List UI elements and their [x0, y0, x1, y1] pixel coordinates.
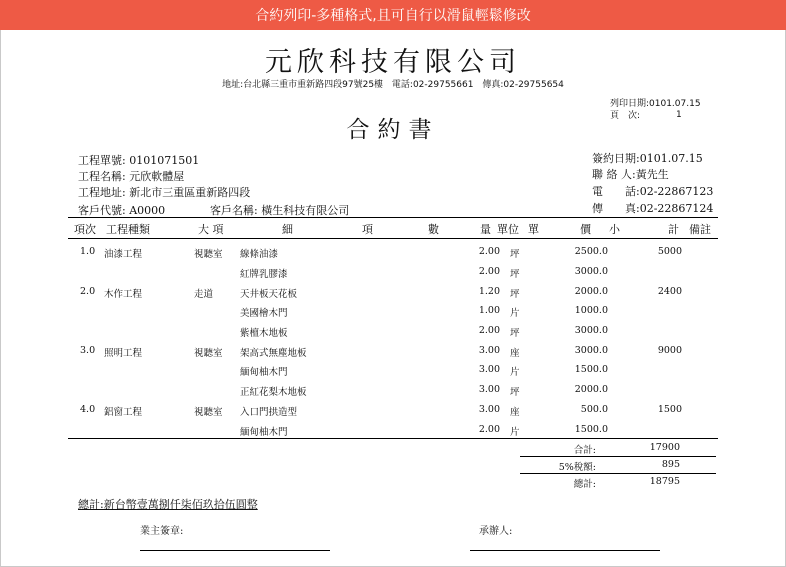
- row-3-price: 2000.0: [574, 286, 608, 297]
- owner-signature-line: [140, 550, 330, 551]
- row-4-price: 1000.0: [574, 305, 608, 316]
- header-subtotal-2: 計: [668, 223, 679, 236]
- header-qty-2: 量: [480, 223, 491, 236]
- total-value: 18795: [649, 476, 680, 487]
- row-5-price: 3000.0: [574, 325, 608, 336]
- row-1-qty: 2.00: [478, 246, 500, 257]
- row-4-detail: 美國檜木門: [240, 308, 288, 319]
- subtotal-value: 17900: [649, 442, 680, 453]
- tax-label: 5%稅額:: [558, 462, 596, 473]
- row-2-detail: 紅牌乳膠漆: [240, 269, 288, 280]
- tax-rule: [520, 473, 716, 474]
- row-10-unit: 片: [510, 427, 520, 438]
- header-price-2: 價: [580, 223, 591, 236]
- handler-signature-label: 承辦人:: [479, 526, 513, 537]
- page-label: 頁 次:: [610, 111, 641, 121]
- row-1-room: 視聽室: [194, 249, 223, 260]
- header-detail-1: 細: [282, 223, 293, 236]
- row-5-unit: 坪: [510, 328, 520, 339]
- page-number: 1: [676, 110, 682, 120]
- header-remark: 備註: [689, 223, 711, 236]
- company-name: 元欣科技有限公司: [265, 47, 521, 78]
- contact-person: 聯 絡 人:黃先生: [592, 168, 669, 181]
- row-9-detail: 入口門拱造型: [240, 407, 298, 418]
- row-1-price: 2500.0: [574, 246, 608, 257]
- row-5-detail: 紫檀木地板: [240, 328, 288, 339]
- header-qty-1: 數: [428, 223, 439, 236]
- header-subtotal-1: 小: [609, 223, 620, 236]
- row-7-detail: 緬甸柚木門: [240, 367, 288, 378]
- row-10-qty: 2.00: [478, 424, 500, 435]
- row-9-category: 鋁窗工程: [104, 407, 143, 418]
- row-1-subtotal: 5000: [657, 246, 682, 257]
- handler-signature-line: [470, 550, 660, 551]
- company-contact-line: [0, 77, 786, 90]
- header-category: 工程種類: [106, 223, 150, 236]
- row-9-unit: 座: [510, 407, 520, 418]
- row-6-unit: 座: [510, 348, 520, 359]
- row-2-unit: 坪: [510, 269, 520, 280]
- subtotal-label: 合計:: [573, 445, 596, 456]
- row-2-price: 3000.0: [574, 266, 608, 277]
- row-4-unit: 片: [510, 308, 520, 319]
- header-top-rule: [68, 217, 718, 218]
- row-3-unit: 坪: [510, 289, 520, 300]
- row-3-room: 走道: [194, 289, 214, 300]
- row-9-price: 500.0: [580, 404, 608, 415]
- row-7-qty: 3.00: [478, 364, 500, 375]
- total-label: 總計:: [573, 479, 596, 490]
- contact-phone: 電 話:02-22867123: [592, 185, 714, 198]
- row-6-detail: 架高式無塵地板: [240, 348, 307, 359]
- row-9-subtotal: 1500: [657, 404, 682, 415]
- row-9-qty: 3.00: [478, 404, 500, 415]
- row-1-unit: 坪: [510, 249, 520, 260]
- row-6-subtotal: 9000: [657, 345, 682, 356]
- header-item-no: 項次: [74, 223, 96, 236]
- row-3-category: 木作工程: [104, 289, 143, 300]
- row-3-subtotal: 2400: [657, 286, 682, 297]
- company-address: 地址:台北縣三重市重新路四段97號25樓: [222, 80, 384, 90]
- sign-date: 簽約日期:0101.07.15: [592, 152, 703, 165]
- grand-total-in-words: 總計:新台幣壹萬捌仟柒佰玖拾伍圓整: [78, 498, 258, 511]
- row-1-no: 1.0: [80, 246, 96, 257]
- banner-title: 合約列印-多種格式,且可自行以滑鼠輕鬆修改: [0, 0, 786, 30]
- row-3-detail: 天井板天花板: [240, 289, 298, 300]
- row-6-room: 視聽室: [194, 348, 223, 359]
- row-3-no: 2.0: [80, 286, 96, 297]
- row-8-price: 2000.0: [574, 384, 608, 395]
- row-6-no: 3.0: [80, 345, 96, 356]
- document-title: 合約書: [346, 117, 440, 143]
- row-8-detail: 正紅花梨木地板: [240, 387, 307, 398]
- print-date: 列印日期:0101.07.15: [610, 99, 701, 109]
- project-address: 工程地址: 新北市三重區重新路四段: [78, 186, 251, 199]
- contact-fax: 傳 真:02-22867124: [592, 202, 714, 215]
- project-name: 工程名稱: 元欣軟體屋: [78, 170, 185, 183]
- row-9-room: 視聽室: [194, 407, 223, 418]
- row-6-qty: 3.00: [478, 345, 500, 356]
- row-10-price: 1500.0: [574, 424, 608, 435]
- tax-value: 895: [661, 459, 680, 470]
- row-7-price: 1500.0: [574, 364, 608, 375]
- row-10-detail: 緬甸柚木門: [240, 427, 288, 438]
- header-bottom-rule: [68, 238, 718, 239]
- row-1-category: 油漆工程: [104, 249, 143, 260]
- customer-name: 客戶名稱: 橫生科技有限公司: [210, 204, 350, 217]
- header-detail-2: 項: [362, 223, 373, 236]
- row-2-qty: 2.00: [478, 266, 500, 277]
- row-5-qty: 2.00: [478, 325, 500, 336]
- owner-signature-label: 業主簽章:: [140, 526, 184, 537]
- row-8-unit: 坪: [510, 387, 520, 398]
- row-1-detail: 線條油漆: [240, 249, 279, 260]
- header-main-item: 大 項: [198, 223, 224, 236]
- row-6-category: 照明工程: [104, 348, 143, 359]
- company-fax: 傳真:02-29755654: [482, 80, 564, 90]
- header-unit: 單位: [497, 223, 519, 236]
- row-7-unit: 片: [510, 367, 520, 378]
- row-4-qty: 1.00: [478, 305, 500, 316]
- table-bottom-rule: [68, 438, 718, 439]
- row-8-qty: 3.00: [478, 384, 500, 395]
- subtotal-rule: [520, 456, 716, 457]
- row-3-qty: 1.20: [478, 286, 500, 297]
- company-phone: 電話:02-29755661: [391, 80, 474, 90]
- header-price-1: 單: [528, 223, 539, 236]
- customer-code: 客戶代號: A0000: [78, 204, 166, 217]
- project-number: 工程單號: 0101071501: [78, 154, 200, 167]
- row-9-no: 4.0: [80, 404, 96, 415]
- row-6-price: 3000.0: [574, 345, 608, 356]
